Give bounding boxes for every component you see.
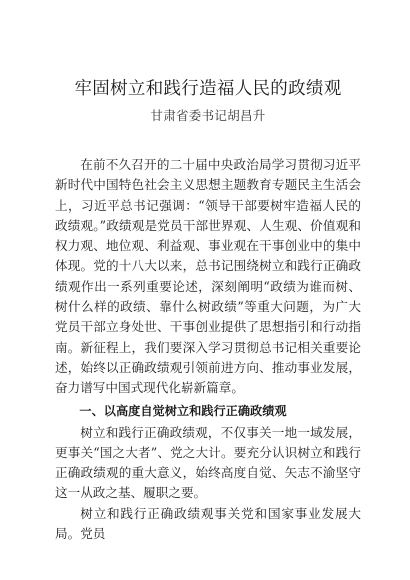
body-paragraph: 树立和践行正确政绩观事关党和国家事业发展大局。党员 xyxy=(55,505,361,542)
document-body xyxy=(55,155,361,544)
intro-paragraph: 在前不久召开的二十届中央政治局学习贯彻习近平新时代中国特色社会主义思想主题教育专题民主生活会上，习近平总书记强调：“领导干部要树牢造福人民的政绩观。”政绩观是党员干部世界观、人生观、价值观和权力观、地位观、利益观、事业观在干事创业中的集中体现。党的十八大以来，总书记围绕树立和践行正确政绩观作出一系列重要论述，深刻阐明“政绩为谁而树、树什么样的政绩、靠什么树政绩”等重大问题，为广大党员干部立身处世、干事创业提供了思想指引和行动指南。新征程上，我们要深入学习贯彻总书记相关重要论述，始终以正确政绩观引领前进方向、推动事业发展，奋力谱写中国式现代化崭新篇章。 xyxy=(55,157,361,396)
section-heading: 一、以高度自觉树立和践行正确政绩观 xyxy=(79,403,287,418)
author-byline: 甘肃省委书记胡昌升 xyxy=(150,108,266,123)
body-paragraph: 树立和践行正确政绩观，不仅事关一地一域发展，更事关“国之大者”、党之大计。要充分认识树立和践行正确政绩观的重大意义，始终高度自觉、矢志不渝坚守这一从政之基、履职之要。 xyxy=(55,424,361,501)
document-title: 牢固树立和践行造福人民的政绩观 xyxy=(74,79,342,99)
